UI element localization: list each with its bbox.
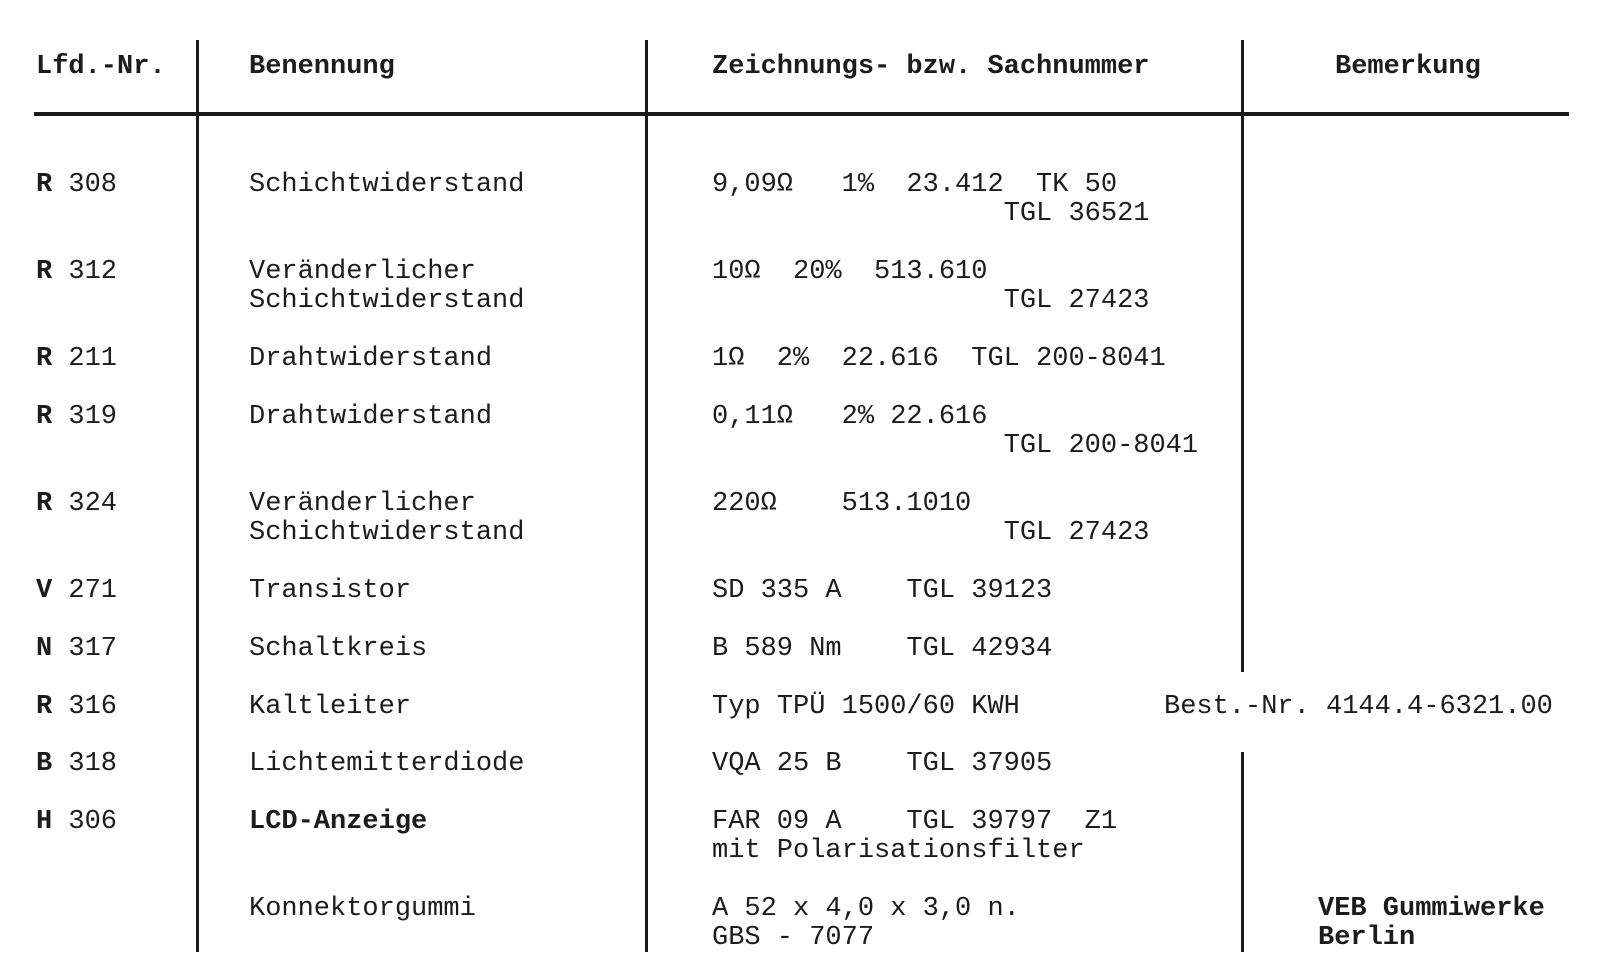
- table-row-number: V 271: [36, 576, 118, 606]
- table-row-code: Typ TPÜ 1500/60 KWH: [712, 692, 1020, 722]
- table-row-code: 1Ω 2% 22.616 TGL 200-8041: [712, 344, 1166, 374]
- table-row-name: Konnektorgummi: [249, 894, 476, 924]
- table-row-number: R 308: [36, 170, 118, 200]
- header-lfd-nr: Lfd.-Nr.: [36, 52, 166, 82]
- table-row-code: FAR 09 A TGL 39797 Z1 mit Polarisationsfilter: [712, 807, 1118, 866]
- header-bemerkung: Bemerkung: [1335, 52, 1481, 82]
- table-row-code: 0,11Ω 2% 22.616 TGL 200-8041: [712, 402, 1199, 461]
- table-row-number: R 324: [36, 489, 118, 519]
- table-row-name: Drahtwiderstand: [249, 402, 493, 432]
- table-row-code: 9,09Ω 1% 23.412 TK 50 TGL 36521: [712, 170, 1150, 229]
- table-row-name: Drahtwiderstand: [249, 344, 493, 374]
- column-divider: [1241, 40, 1244, 672]
- table-row-code: 10Ω 20% 513.610 TGL 27423: [712, 257, 1150, 316]
- table-row-number: R 319: [36, 402, 118, 432]
- table-row-code: 220Ω 513.1010 TGL 27423: [712, 489, 1150, 548]
- table-row-remark: Best.-Nr. 4144.4-6321.00: [1164, 692, 1553, 722]
- table-row-name: Schaltkreis: [249, 634, 428, 664]
- table-row-number: N 317: [36, 634, 118, 664]
- table-row-number: R 316: [36, 692, 118, 722]
- table-row-name: Kaltleiter: [249, 692, 412, 722]
- column-divider: [645, 40, 648, 952]
- table-row-name: Transistor: [249, 576, 412, 606]
- table-row-name: Veränderlicher Schichtwiderstand: [249, 489, 525, 548]
- header-rule: [34, 112, 1569, 116]
- column-divider: [196, 40, 199, 952]
- table-row-number: R 312: [36, 257, 118, 287]
- table-row-code: A 52 x 4,0 x 3,0 n. GBS - 7077: [712, 894, 1020, 953]
- table-row-code: SD 335 A TGL 39123: [712, 576, 1053, 606]
- table-row-code: VQA 25 B TGL 37905: [712, 749, 1053, 779]
- table-row-name: Veränderlicher Schichtwiderstand: [249, 257, 525, 316]
- table-row-number: R 211: [36, 344, 118, 374]
- table-row-name: Lichtemitterdiode: [249, 749, 525, 779]
- table-row-code: B 589 Nm TGL 42934: [712, 634, 1053, 664]
- table-row-remark: VEB Gummiwerke Berlin: [1318, 894, 1545, 953]
- header-benennung: Benennung: [249, 52, 395, 82]
- table-row-name: Schichtwiderstand: [249, 170, 525, 200]
- table-row-number: B 318: [36, 749, 118, 779]
- table-row-number: H 306: [36, 807, 118, 837]
- column-divider: [1241, 752, 1244, 952]
- table-row-name: LCD-Anzeige: [249, 807, 428, 837]
- header-sachnummer: Zeichnungs- bzw. Sachnummer: [712, 52, 1150, 82]
